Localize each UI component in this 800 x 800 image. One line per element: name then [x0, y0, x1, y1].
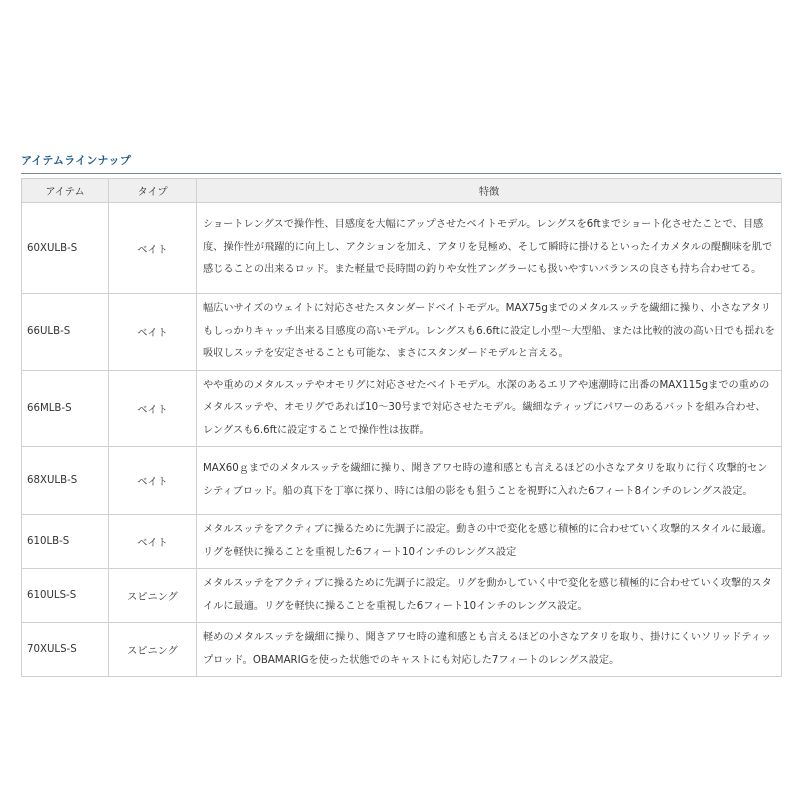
feature-cell: ショートレングスで操作性、目感度を大幅にアップさせたベイトモデル。レングスを6ftまでショート化させたことで、目感度、操作性が飛躍的に向上し、アクションを加え、アタリを見極め、そして瞬時に掛けるといったイカメタルの醍醐味を肌で感じることの出来るロッド。また軽量で長時間の釣りや女性アングラーにも扱いやすいバランスの良さも持ち合わせてる。 [197, 203, 782, 294]
header-item: アイテム [22, 179, 109, 203]
item-cell: 68XULB-S [22, 447, 109, 515]
item-cell: 66ULB-S [22, 294, 109, 371]
header-feature: 特徴 [197, 179, 782, 203]
section-title: アイテムラインナップ [21, 154, 131, 167]
table-row [22, 515, 782, 569]
item-cell: 610LB-S [22, 515, 109, 569]
feature-cell: 軽めのメタルスッテを繊細に操り、聞きアワセ時の違和感とも言えるほどの小さなアタリを取り、掛けにくいソリッドティップロッド。OBAMARIGを使った状態でのキャストにも対応した7フィートのレングス設定。 [197, 623, 782, 677]
feature-cell: 幅広いサイズのウェイトに対応させたスタンダードベイトモデル。MAX75gまでのメタルスッテを繊細に操り、小さなアタリもしっかりキャッチ出来る目感度の高いモデル。レングスも6.6ftに設定し小型〜大型船、または比較的波の高い日でも揺れを吸収しスッテを安定させることも可能な、まさにスタンダードモデルと言える。 [197, 294, 782, 371]
table-row [22, 623, 782, 677]
header-type: タイプ [109, 179, 197, 203]
feature-cell: やや重めのメタルスッテやオモリグに対応させたベイトモデル。水深のあるエリアや速潮時に出番のMAX115gまでの重めのメタルスッテや、オモリグであれば10〜30号まで対応させたモデル。繊細なティップにパワーのあるバットを組み合わせ、レングスも6.6ftに設定することで操作性は抜群。 [197, 370, 782, 447]
item-cell: 70XULS-S [22, 623, 109, 677]
type-cell: ベイト [109, 447, 197, 515]
type-cell: ベイト [109, 294, 197, 371]
table-row [22, 370, 782, 447]
table-row [22, 294, 782, 371]
type-cell: スピニング [109, 623, 197, 677]
type-cell: ベイト [109, 203, 197, 294]
type-cell: スピニング [109, 569, 197, 623]
title-divider [21, 173, 781, 174]
item-cell: 66MLB-S [22, 370, 109, 447]
item-cell: 60XULB-S [22, 203, 109, 294]
item-cell: 610ULS-S [22, 569, 109, 623]
feature-cell: MAX60ｇまでのメタルスッテを繊細に操り、聞きアワセ時の違和感とも言えるほどの小さなアタリを取りに行く攻撃的センシティブロッド。船の真下を丁寧に探り、時には船の影をも狙うことを視野に入れた6フィート8インチのレングス設定。 [197, 447, 782, 515]
table-row [22, 447, 782, 515]
type-cell: ベイト [109, 370, 197, 447]
feature-cell: メタルスッテをアクティブに操るために先調子に設定。動きの中で変化を感じ積極的に合わせていく攻撃的スタイルに最適。リグを軽快に操ることを重視した6フィート10インチのレングス設定 [197, 515, 782, 569]
type-cell: ベイト [109, 515, 197, 569]
feature-cell: メタルスッテをアクティブに操るために先調子に設定。リグを動かしていく中で変化を感じ積極的に合わせていく攻撃的スタイルに最適。リグを軽快に操ることを重視した6フィート10インチのレングス設定。 [197, 569, 782, 623]
table-row [22, 569, 782, 623]
table-header-row [22, 179, 782, 203]
item-lineup-table [21, 178, 782, 677]
table-row [22, 203, 782, 294]
